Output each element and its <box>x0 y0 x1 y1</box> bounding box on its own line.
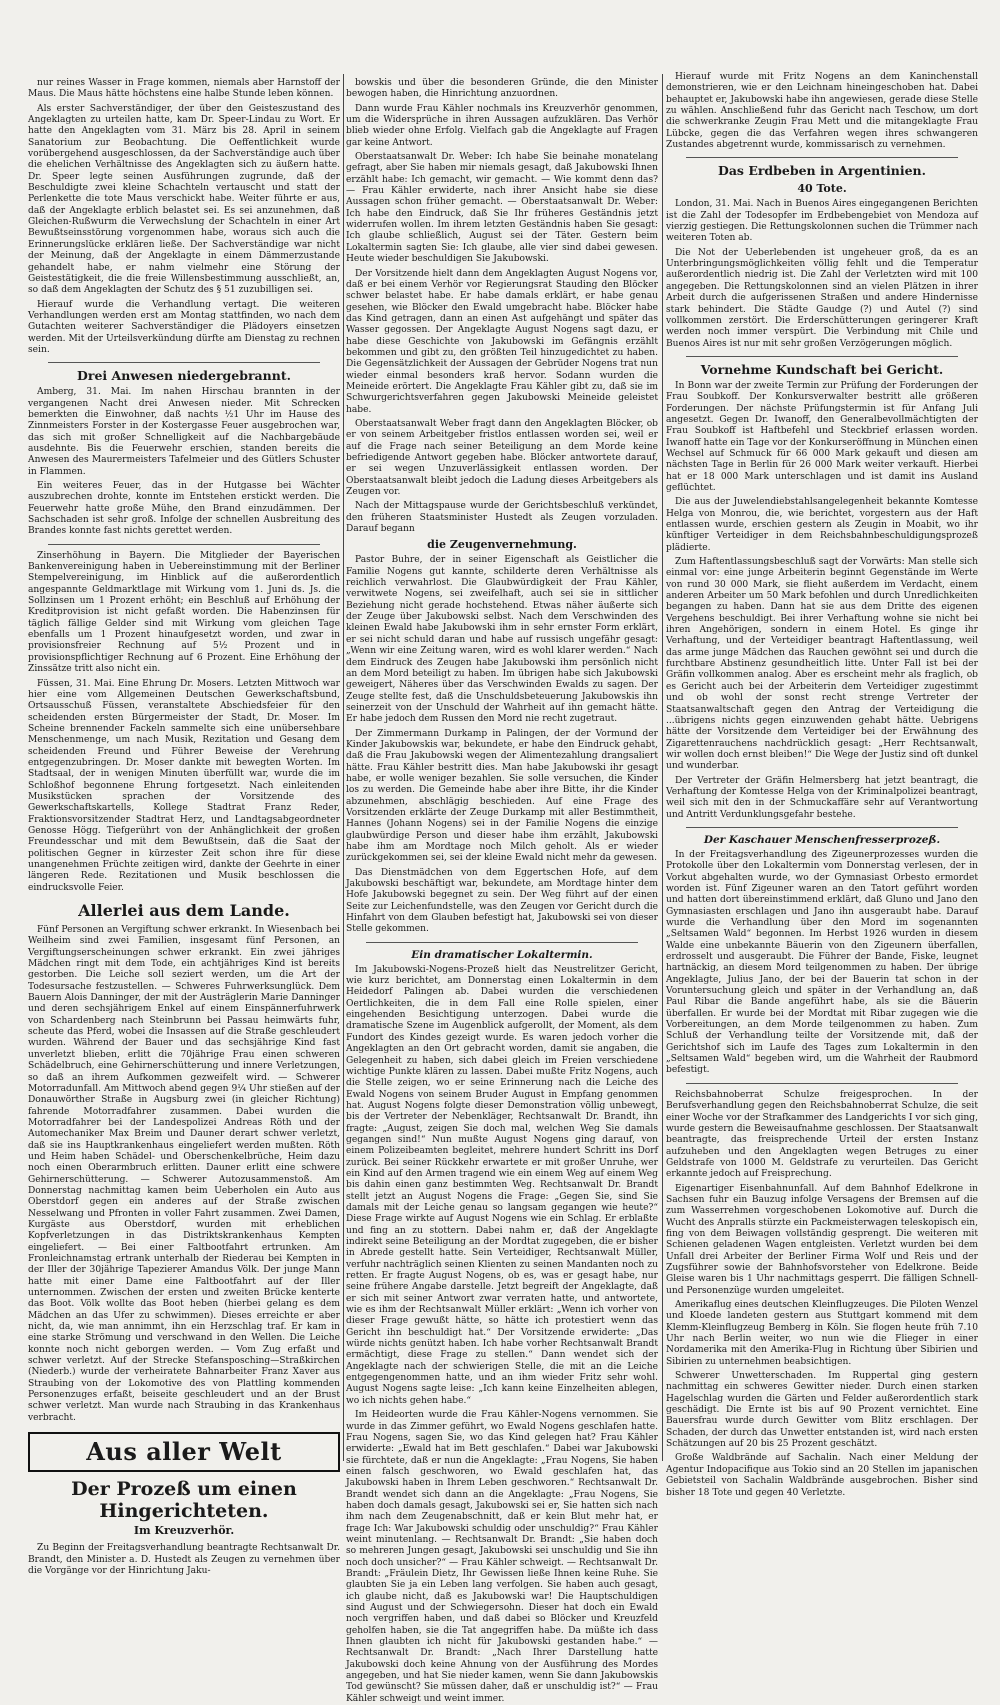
article-text: Pastor Buhre, der in seiner Eigenschaft als Geistlicher die Familie Nogens gut kannte, schilderte deren Verhältnisse als reichlich verwahrlost. Die Glaubwürdigkeit der Frau Kähler, verwitwete Nogens, sei zweifelhaft, auch sei sie in sittlicher Beziehung nicht gerade hochstehend. Etwas näher äußerte sich der Zeuge über Jakubowski selbst. Nach dem Verschwinden des kleinen Ewald habe Jakubowski ihm in sehr ernster Form erklärt, er sei nicht schuld daran und habe auf russisch ungefähr gesagt: „Wenn wir eine Zeitung waren, wird es wohl klarer werden.“ Nach dem Eindruck des Zeugen habe Jakubowski ihm persönlich nicht an dem Mord beteiligt zu haben. Im übrigen habe sich Jakubowski geweigert, Näheres über das Verschwinden Ewalds zu sagen. Der Zeuge stellte fest, daß die Unschuldsbeteuerung Jakubowskis ihn seinerzeit von der Unschuld der Wahrheit auf ihn gemacht hätte. Er habe jedoch dem Russen den Mord nie recht zugetraut. <box>346 555 658 725</box>
divider <box>686 827 958 828</box>
headline-lokaltermin: Ein dramatischer Lokaltermin. <box>411 948 593 961</box>
article-text: London, 31. Mai. Nach in Buenos Aires eingegangenen Berichten ist die Zahl der Todesopfer im Erdbebengebiet von Mendoza auf vierzig gestiegen. Die Rettungskolonnen suchen die Trümmer nach weiteren Toten ab. <box>666 199 978 244</box>
article-text: Zu Beginn der Freitagsverhandlung beantragte Rechtsanwalt Dr. Brandt, den Minister a. D. Hustedt als Zeugen zu vernehmen über die Vorgänge vor der Hinrichtung Jaku- <box>28 1543 340 1576</box>
article-text: Im Jakubowski-Nogens-Prozeß hielt das Neustrelitzer Gericht, wie kurz berichtet, am Donnerstag einen Lokaltermin in dem Heidedorf Palingen ab. Dabei wurden die verschiedenen Oertlichkeiten, die in dem Fall eine Rolle spielen, einer eingehenden Besichtigung unterzogen. Dabei wurde die dramatische Szene im Augenblick aufgerollt, der Moment, als dem Fundort des Kindes gezeigt wurde. Es waren jedoch vorher die Angeklagten an den Ort gebracht worden, damit sie angaben, die Gelegenheit zu haben, sich dabei gleich im Freien verschiedene wichtige Punkte klären zu lassen. Dabei mußte Fritz Nogens, auch die Stelle zeigen, wo er seine Erinnerung nach die Leiche des Ewald Nogens von seinem Bruder August in Empfang genommen hat. August Nogens folgte dieser Demonstration völlig unbewegt, bis der Vertreter der Nebenkläger, Rechtsanwalt Dr. Brandt, ihn fragte: „August, zeigen Sie doch mal, welchen Weg Sie damals gegangen sind!“ Nun mußte August Nogens ging darauf, von einem Polizeibeamten begleitet, mehrere hundert Schritt ins Dorf zurück. Bei seiner Rückkehr erwartete er mit großer Unruhe, wer ein Kind auf den Armen tragend wie ein einem Weg auf einem Weg bis dahin einen ganz bestimmten Weg. Rechtsanwalt Dr. Brandt stellt jetzt an August Nogens die Frage: „Gegen Sie, sind Sie damals mit der Leiche genau so langsam gegangen wie heute?“ Diese Frage wirkte auf August Nogens wie ein Schlag. Er erblaßte und fing an zu stottern. Dabei nahm er, daß der Angeklagte indirekt seine Beteiligung an der Mordtat zugegeben, die er bisher in Abrede gestellt hatte. Sein Verteidiger, Rechtsanwalt Müller, verfuhr nachträglich seinen Klienten zu seinen Mandanten noch zu retten. Er fragte August Nogens, ob es, was er gesagt habe, nur seine frühere Angabe darstelle. Jetzt begreift der Angeklagte, daß er sich mit seiner Antwort zwar verraten hatte, und antwortete, wie es ihm der Rechtsanwalt Müller erklärt: „Wenn ich vorher von dieser Frage gewußt hätte, so hätte ich protestiert wenn das Gericht ihn beschuldigt hat.“ Der Vorsitzende erwiderte: „Das würde nichts genützt haben. Ich habe vorher Rechtsanwalt Brandt ermächtigt, diese Frage zu stellen.“ Dann wendet sich der Angeklagte nach der schwierigen Stelle, die mit an die Leiche entgegengenommen hatte, und an ihm wieder Fritz sehr wohl. August Nogens sagte leise: „Ich kann keine Einzelheiten ablegen, wo ich nichts gehen habe.“ <box>346 964 658 1406</box>
divider <box>686 157 958 158</box>
article-text: Oberstaatsanwalt Weber fragt dann den Angeklagten Blöcker, ob er von seinem Arbeitgeber fristlos entlassen worden sei, weil er auf die Frage nach seiner Beteiligung an dem Morde keine befriedigende Antwort gegeben habe. Blöcker antwortete darauf, er sei wegen Unzuverlässigkeit entlassen worden. Der Oberstaatsanwalt bleibt jedoch die Ladung dieses Arbeitgebers als Zeugen vor. <box>346 418 658 498</box>
article-text: Zum Haftentlassungsbeschluß sagt der Vorwärts: Man stelle sich einmal vor: eine junge Arbeiterin beginnt Gegenstände im Werte von rund 30 000 Mark, sie flieht außerdem im Verdacht, einem anderen Arbeiter um 50 Mark befohlen und durch Unredlichkeiten begangen zu haben. Dann hat sie aus dem Dritte des eigenen Vergehens beschuldigt. Bei ihrer Verhaftung wohne sie nicht bei ihren Angehörigen, sondern in einem Hotel. Es ginge ihr Verhaftung, und der Verteidiger beantragt Haftentlassung, weil das arme junge Mädchen das Rauchen gewöhnt sei und durch die furchtbare Abstinenz gesundheitlich litte. Unter Fall ist bei der Gräfin vollkommen analog. Aber es erscheint mehr als fraglich, ob es Gericht auch bei der Arbeiterin dem Verteidiger zugestimmt und ob wohl der sonst recht strenge Vertreter der Staatsanwaltschaft gegen den Antrag der Verteidigung die ...übrigens nichts gegen einzuwenden gehabt hätte. Uebrigens hätte der Vorsitzende dem Verteidiger bei der Erwähnung des Zigarettenrauchens nachdrücklich gesagt: „Herr Rechtsanwalt, wir wollen doch ernst bleiben!“ Die Wege der Justiz sind oft dunkel und wunderbar. <box>666 557 978 772</box>
article-text: Eigenartiger Eisenbahnunfall. Auf dem Bahnhof Edelkrone in Sachsen fuhr ein Bauzug infolge Versagens der Bremsen auf die zum Wasserrehmen vorgeschobenen Lokomotive auf. Durch die Wucht des Anpralls stürzte ein Packmeisterwagen teleskopisch ein, fing von dem Beiwagen vollständig gesprengt. Die weiteren mit Schienen geladenen Wagen entgleisten. Verletzt wurden bei dem Unfall drei Arbeiter der Berliner Firma Wolf und Reis und der Zugsführer sowie der Bahnhofsvorsteher von Edelkrone. Beide Gleise waren bis 1 Uhr nachmittags gesperrt. Die fälligen Schnell- und Personenzüge wurden umgeleitet. <box>666 1183 978 1296</box>
article-text: Der Vorsitzende hielt dann dem Angeklagten August Nogens vor, daß er bei einem Verhör vor Regierungsrat Stauding den Blöcker schwer belastet habe. Er habe damals erklärt, er habe genau gesehen, wie Blöcker den Ewald umgebracht habe. Blöcker habe das Kind getragen, dann an einen Ast aufgehängt und später das Wasser gegossen. Der Angeklagte August Nogens sagt dazu, er habe diese Geschichte von Jakubowski im Gefängnis erzählt bekommen und gibt zu, den größten Teil hinzugedichtet zu haben. Die Gegensätzlichkeit der Aussagen der Gebrüder Nogens trat nun wieder einmal besonders kraß hervor. Sodann wurden die Meineide erörtert. Die Angeklagte Frau Kähler gibt zu, daß sie im Schwurgerichtsverfahren gegen Jakubowski Meineide geleistet habe. <box>346 268 658 415</box>
column-left <box>28 78 340 1576</box>
article-text: Der Zimmermann Durkamp in Palingen, der der Vormund der Kinder Jakubowskis war, bekundete, er habe den Eindruck gehabt, daß die Frau Jakubowski wegen der Alimentezahlung drangsaliert hätte. Frau Kähler bestritt dies. Man habe Jakubowski ihr gesagt habe, er wolle weniger bezahlen. Sie solle versuchen, die Kinder los zu werden. Die Gemeinde habe aber ihre Bitte, ihr die Kinder abzunehmen, abschlägig beschieden. Auf eine Frage des Vorsitzenden erklärte der Zeuge Durkamp mit aller Bestimmtheit, Hannes (Johann Nogens) sei in der Familie Nogens die einzige glaubwürdige Person und dieser habe ihm erzählt, Jakubowski habe ihm am Mordtage noch Milch geholt. Als er wieder zurückgekommen sei, sei der kleine Ewald nicht mehr da gewesen. <box>346 728 658 864</box>
article-text: Reichsbahnoberrat Schulze freigesprochen. In der Berufsverhandlung gegen den Reichsbahnoberrat Schulze, die seit einer Woche vor der Strafkammer des Landgerichts I vor sich ging, wurde gestern die Beweisaufnahme geschlossen. Der Staatsanwalt beantragte, das freisprechende Urteil der ersten Instanz aufzuheben und den Angeklagten wegen Betruges zu einer Geldstrafe von 1000 M. Geldstrafe zu verurteilen. Das Gericht erkannte jedoch auf Freisprechung. <box>666 1089 978 1180</box>
article-text: Das Dienstmädchen von dem Eggertschen Hofe, auf dem Jakubowski beschäftigt war, bekundete, am Mordtage hinter dem Hofe Jakubowski begegnet zu sein. Der Weg führt auf der einen Seite zur Leichenfundstelle, was den Zeugen vor Gericht durch die Hinfahrt von dem Glauben befestigt hat, Jakubowski sei von dieser Stelle gekommen. <box>346 867 658 935</box>
article-text: In der Freitagsverhandlung des Zigeunerprozesses wurden die Protokolle über den Lokaltermin vom Donnerstag verlesen, der in Vorkut abgehalten wurde, wo der Gymnasiast Orbesto ermordet worden ist. Fünf Zigeuner waren an den Tatort geführt worden und hatten dort übereinstimmend erklärt, daß Gluno und Jano den Gymnasiasten erschlagen und Jano ihn ausgeraubt habe. Darauf wurde die Verhandlung über den Mord im sogenannten „Seltsamen Wald“ begonnen. Im Herbst 1926 wurden in diesem Walde eine unbekannte Bäuerin von den Zigeunern überfallen, erdrosselt und ausgeraubt. Die Führer der Bande, Fiske, leugnet hartnäckig, an diesem Mord teilgenommen zu haben. Der übrige Angeklagte, Julius Jano, der bei der Bauerin tat schon in der Voruntersuchung gleich und später in der Verhandlung an, daß Paul Ribar die Bande angeführt habe, als sie die Bäuerin überfallen. Er wurde bei der Mordtat mit Ribar zugegen wie die Vorbereitungen, an dem Morde teilgenommen zu haben. Zum Schluß der Verhandlung teilte der Vorsitzende mit, daß der Gerichtshof sich im Laufe des Tages zum Lokaltermin in den „Seltsamen Wald“ begeben wird, um die Wahrheit der Raubmord befestigt. <box>666 849 978 1076</box>
column-rule <box>343 74 344 1461</box>
article-text: Füssen, 31. Mai. Eine Ehrung Dr. Mosers. Letzten Mittwoch war hier eine vom Allgemeinen Deutschen Gewerkschaftsbund, Ortsausschuß Füssen, veranstaltete Abschiedsfeier für den scheidenden ersten Bürgermeister der Stadt, Dr. Moser. Im Scheine brennender Fackeln sammelte sich eine unübersehbare Menschenmenge, um nach Musik, Rezitation und Gesang dem scheidenden Freund und Führer Beweise der Verehrung entgegenzubringen. Dr. Moser dankte mit bewegten Worten. Im Stadtsaal, der in wenigen Minuten überfüllt war, wurde die im Schloßhof begonnene Ehrung fortgesetzt. Nach einleitenden Musikstücken sprachen der Vorsitzende des Gewerkschaftskartells, Kollege Stadtrat Franz Reder, Fraktionsvorsitzender Stadtrat Herz, und Landtagsabgeordneter Genosse Högg. Tiefgerührt von der Anhänglichkeit der großen Freundesschar und mit dem Bewußtsein, daß die Saat der politischen Gegner in kürzester Zeit schon ihre für diese unangenehmen Früchte zeitigen wird, dankte der Geehrte in einer längeren Rede. Rezitationen und Musik beschlossen die eindrucksvolle Feier. <box>28 678 340 893</box>
article-text: nur reines Wasser in Frage kommen, niemals aber Harnstoff der Maus. Die Maus hätte höchstens eine halbe Stunde leben können. <box>28 78 340 100</box>
headline-prozess: Der Prozeß um einen Hingerichteten. <box>71 1478 297 1523</box>
article-text: Im Heideorten wurde die Frau Kähler-Nogens vernommen. Sie wurde in das Zimmer geführt, wo Ewald Nogens geschlafen hatte. Frau Nogens, sagen Sie, wo das Kind gelegen hat? Frau Kähler erwiderte: „Ewald hat im Bett geschlafen.“ Dabei war Jakubowski sie fürchtete, daß er nun die Angeklagte: „Frau Nogens, Sie haben einen falsch geschworen, wo Ewald geschlafen hat, das Jakubowski haben in Ihrem Leben geschworen.“ Rechtsanwalt Dr. Brandt wendet sich dann an die Angeklagte: „Frau Nogens, Sie haben doch damals gesagt, Jakubowski sei er, Sie hatten sich nach ihm nach dem Zeugenabschnitt, daß er kein Blut mehr hat, er frage Ich: War Jakubowski schuldig oder unschuldig?“ Frau Kähler weint minutenlang. — Rechtsanwalt Dr. Brandt: „Sie haben doch so mehreren Jungen gesagt, Jakubowski sei unschuldig und Sie ihn noch doch unsicher?“ — Frau Kähler schweigt. — Rechtsanwalt Dr. Brandt: „Fräulein Dietz, Ihr Gewissen ließe Ihnen keine Ruhe. Sie glaubten Sie ja ein Leben lang verfolgen. Sie haben auch gesagt, ich glaube nicht, daß es Jakubowski war! Die Hauptschuldigen sind August und der Schwiegersohn. Dieser hat doch ein Ewald noch vergriffen haben, und daß dabei so Blöcker und Kreuzfeld geholfen haben, sie die Tat angegriffen habe. Da müßte ich dass Ihnen glaubten ich nicht für Jakubowski gestanden habe.“ — Rechtsanwalt Dr. Brandt: „Nach Ihrer Darstellung hatte Jakubowski doch keine Ahnung von der Ausführung des Mordes angegeben, und hat Sie nieder kamen, wenn Sie dann Jakubowskis Tod gewünscht? Sie müssen daher, daß er unschuldig ist?“ — Frau Kähler schweigt und weint immer. <box>346 1410 658 1704</box>
article-text: Zinserhöhung in Bayern. Die Mitglieder der Bayerischen Bankenvereinigung haben in Uebereinstimmung mit der Berliner Stempelvereinigung, im Hinblick auf die außerordentlich angespannte Geldmarktlage mit Wirkung vom 1. Juni ds. Js. die Sollzinsen um 1 Prozent erhöht; ein Beschluß auf Erhöhung der Kreditprovision ist nicht gefaßt worden. Die Habenzinsen für täglich fällige Gelder sind mit Wirkung vom gleichen Tage ebenfalls um 1 Prozent hinaufgesetzt worden, und zwar in provisionsfreier Rechnung auf 5½ Prozent und in provisionspflichtiger Rechnung auf 6 Prozent. Eine Erhöhung der Zinssätze tritt also nicht ein. <box>28 550 340 675</box>
article-text: Die aus der Juwelendiebstahlsangelegenheit bekannte Komtesse Helga von Monrou, die, wie berichtet, vorgestern aus der Haft entlassen wurde, erschien gestern als Zeugin in Moabit, wo ihr künftiger Verteidiger in dem Reichsbahnbeschuldigungsprozeß plädierte. <box>666 497 978 553</box>
divider <box>366 942 638 943</box>
article-text: Als erster Sachverständiger, der über den Geisteszustand des Angeklagten zu urteilen hatte, kam Dr. Speer-Lindau zu Wort. Er hatte den Angeklagten vom 31. März bis 28. April in seinem Sanatorium zur Beobachtung. Die Oeffentlichkeit wurde vorübergehend ausgeschlossen, da der Sachverständige auch über die ehelichen Verhältnisse des Angeklagten sich zu äußern hatte. Dr. Speer legte seinen Ausführungen zugrunde, daß der Beschuldigte zwei kleine Schachteln vertauscht und statt der Perlenkette die tote Maus verschickt habe. Weiter führte er aus, daß der Angeklagte erblich belastet sei. Es sei anzunehmen, daß Gleichen-Rußwurm die Verwechslung der Schachteln in einer Art Bewußtseinsstörung vorgenommen habe, woraus sich auch die Erinnerungslücke erklären ließe. Der Sachverständige war nicht der Meinung, daß der Angeklagte in einem Dämmerzustande gehandelt habe, er nahm vielmehr eine Störung der Geistestätigkeit, die die freie Willensbestimmung ausschließt, an, so daß dem Angeklagten der Schutz des § 51 zuzubilligen sei. <box>28 103 340 296</box>
headline-kaschauer: Der Kaschauer Menschenfresserprozeß. <box>703 833 941 846</box>
subheadline: Im Kreuzverhör. <box>133 1524 235 1538</box>
article-text: Hierauf wurde die Verhandlung vertagt. Die weiteren Verhandlungen werden erst am Montag stattfinden, wo nach dem Gutachten weiterer Sachverständiger die Plädoyers einsetzen werden. Mit der Urteilsverkündung dürfte am Dienstag zu rechnen sein. <box>28 299 340 355</box>
article-text: Oberstaatsanwalt Dr. Weber: Ich habe Sie beinahe monatelang gefragt, aber Sie haben mir niemals gesagt, daß Jakubowski Ihnen erzählt habe: Ich gemacht, wir gemacht. — Wie kommt denn das? — Frau Kähler erwiderte, nach ihrer Ansicht habe sie diese Aussagen schon früher gemacht. — Oberstaatsanwalt Dr. Weber: Ich habe den Eindruck, daß Sie Ihr früheres Geständnis jetzt widerrufen wollen. Im ihrem letzten Geständnis haben Sie gesagt: Ich glaube schließlich, August sei der Täter. Gestern beim Lokaltermin sagten Sie: Ich glaube, alle vier sind dabei gewesen. Heute wieder beschuldigen Sie Jakubowski. <box>346 152 658 265</box>
divider <box>686 356 958 357</box>
headline-fire: Drei Anwesen niedergebrannt. <box>77 368 291 384</box>
divider <box>48 544 320 545</box>
article-text: Der Vertreter der Gräfin Helmersberg hat jetzt beantragt, die Verhaftung der Komtesse Helga von der Kriminalpolizei beantragt, weil sich mit den in der Schmuckaffäre sehr auf Verantwortung und Antritt Verdunklungsgefahr bestehe. <box>666 775 978 820</box>
section-header-box: Aus aller Welt <box>28 1432 340 1472</box>
article-text: Amberg, 31. Mai. Im nahen Hirschau brannten in der vergangenen Nacht drei Anwesen nieder. Mit Schrecken bemerkten die Einwohner, daß nachts ½1 Uhr im Hause des Zinnmeisters Forster in der Kostergasse Feuer ausgebrochen war, das sich mit großer Schnelligkeit auf die Nachbargebäude ausdehnte. Bis die Feuerwehr erschien, standen bereits die Anwesen des Maurermeisters Tafelmeier und des Gütlers Schuster in Flammen. <box>28 387 340 477</box>
headline-erdbeben: Das Erdbeben in Argentinien. <box>717 163 926 179</box>
column-rule <box>662 74 663 1461</box>
article-text: Fünf Personen an Vergiftung schwer erkrankt. In Wiesenbach bei Weilheim sind zwei Familien, insgesamt fünf Personen, an Vergiftungserscheinungen schwer erkrankt. Ein zwei jähriges Mädchen ringt mit dem Tode, ein achtjähriges Kind ist bereits gestorben. Die Leiche soll seziert werden, um die Art der Todesursache festzustellen. — Schweres Fuhrwerksunglück. Dem Bauern Alois Danninger, der mit der Austräglerin Marie Danninger und deren sechsjährigem Enkel auf einem Einspännerfuhrwerk von Schardenberg nach Steinbrunn bei Passau heimwärts fuhr, scheute das Pferd, wobei die Insassen auf die Straße geschleudert wurden. Während der Bauer und das sechsjährige Kind fast unverletzt blieben, erlitt die 70jährige Frau einen schweren Schädelbruch, eine Gehirnerschütterung und innere Verletzungen, so daß an ihrem Aufkommen gezweifelt wird. — Schwerer Motorradunfall. Am Mittwoch abend gegen 9¼ Uhr stießen auf der Donauwörther Straße in Augsburg zwei (in gleicher Richtung) fahrende Motorradfahrer zusammen. Dabei wurden die Motorradfahrer bei der Landespolizei Andreas Röth und der Automechaniker Max Breim und Dauner derart schwer verletzt, daß sie ins Hauptkrankenhaus eingeliefert werden mußten. Röth und Heim haben Schädel- und Oberschenkelbrüche, Heim dazu noch einen Oberarmbruch erlitten. Dauner erlitt eine schwere Gehirnerschütterung. — Schwerer Autozusammenstoß. Am Donnerstag nachmittag kamen beim Ueberholen ein Auto aus Oberstdorf gegen ein anderes auf der Straße zwischen Nesselwang und Pfronten in voller Fahrt zusammen. Zwei Damen, Kurgäste aus Oberstdorf, wurden mit erheblichen Kopfverletzungen in das Distriktskrankenhaus Kempten eingeliefert. — Bei einer Faltbootfahrt ertrunken. Am Fronleichnamstag ertrank unterhalb der Riederau bei Kempten in der Iller der 30jährige Tapezierer Amandus Völk. Der junge Mann hatte mit einer Dame eine Faltbootfahrt auf der Iller unternommen. Zwischen der ersten und zweiten Brücke kenterte das Boot. Völk wollte das Boot heben (hierbei gelang es dem Mädchen an das Ufer zu schwimmen). Dieses erreichte er aber nicht, da, wie man annimmt, ihn ein Herzschlag traf. Er kam in eine starke Strömung und verschwand in den Wellen. Die Leiche konnte noch nicht geborgen werden. — Vom Zug erfaßt und schwer verletzt. Auf der Strecke Stefansposching—Straßkirchen (Niederb.) wurde der verheiratete Bahnarbeiter Franz Xaver aus Straubing von der Lokomotive des von Plattling kommenden Personenzuges erfaßt, beiseite geschleudert und an der Brust schwer verletzt. Man wurde nach Straubing in das Krankenhaus verbracht. <box>28 925 340 1423</box>
article-text: Die Not der Ueberlebenden ist ungeheuer groß, da es an Unterbringungsmöglichkeiten völlig fehlt und die Temperatur außerordentlich niedrig ist. Die Zahl der Verletzten wird mit 100 angegeben. Die Rettungskolonnen sind an vielen Plätzen in ihrer Arbeit durch die aufgerissenen Straßen und andere Hindernisse stark behindert. Die Städte Gaudge (?) und Autel (?) sind vollkommen zerstört. Die Erderschütterungen geringerer Kraft werden noch immer verspürt. Die Verbindung mit Chile und Buenos Aires ist nur mit sehr großen Verzögerungen möglich. <box>666 247 978 349</box>
article-text: Amerikaflug eines deutschen Kleinflugzeuges. Die Piloten Wenzel und Kloede landeten gestern aus Stuttgart kommend mit dem Klemm-Kleinflugzeug Bemberg in Köln. Sie flogen heute früh 7.10 Uhr nach Berlin weiter, wo nun wie die Flieger in einer Nordamerika mit den Amerika-Flug in Richtung über Sibirien und Sibirien zu unternehmen beabsichtigen. <box>666 1300 978 1367</box>
article-text: Nach der Mittagspause wurde der Gerichtsbeschluß verkündet, den früheren Staatsminister Hustedt als Zeugen vorzuladen. Darauf begann <box>346 501 658 535</box>
subheadline: 40 Tote. <box>797 182 847 196</box>
headline-kundschaft: Vornehme Kundschaft bei Gericht. <box>700 361 944 377</box>
article-text: bowskis und über die besonderen Gründe, die den Minister bewogen haben, die Hinrichtung anzuordnen. <box>346 78 658 100</box>
center-heading: die Zeugenvernehmung. <box>427 538 577 552</box>
divider <box>48 362 320 363</box>
column-right <box>666 72 978 1498</box>
divider <box>686 1083 958 1084</box>
column-middle <box>346 78 658 1704</box>
article-text: Große Waldbrände auf Sachalin. Nach einer Meldung der Agentur Indopacifique aus Tokio sind an 20 Stellen im japanischen Gebietsteil von Sachalin Waldbrände ausgebrochen. Bisher sind bisher 18 Tote und gegen 40 Verletzte. <box>666 1453 978 1498</box>
article-text: In Bonn war der zweite Termin zur Prüfung der Forderungen der Frau Soubkoff. Der Konkursverwalter bestritt alle größeren Forderungen. Der nächste Prüfungstermin ist für Anfang Juli angesetzt. Gegen Dr. Iwanoff, den Generalbevollmächtigten der Frau Soubkoff ist Haftbefehl und Steckbrief erlassen worden. Iwanoff hatte ein Tage vor der Konkurseröffnung in München einen Wechsel auf Schmuck für 66 000 Mark gekauft und diesen am nächsten Tage in Berlin für 26 000 Mark weiter verkauft. Hierbei hat er 18 000 Mark unterschlagen und ist damit ins Ausland geflüchtet. <box>666 380 978 493</box>
article-text: Schwerer Unwetterschaden. Im Ruppertal ging gestern nachmittag ein schweres Gewitter nieder. Durch einen starken Hagelschlag wurden die Gärten und Felder außerordentlich stark geschädigt. Die Ernte ist bis auf 90 Prozent vernichtet. Eine Bauersfrau wurde durch Gewitter vom Blitz erschlagen. Der Schaden, der durch das Unwetter entstanden ist, wird nach ersten Schätzungen auf 20 bis 25 Prozent geschätzt. <box>666 1371 978 1450</box>
article-text: Ein weiteres Feuer, das in der Hutgasse bei Wächter auszubrechen drohte, konnte im Entstehen erstickt werden. Die Feuerwehr hatte große Mühe, den Brand einzudämmen. Der Sachschaden ist sehr groß. Infolge der schnellen Ausbreitung des Brandes konnte fast nichts gerettet werden. <box>28 481 340 537</box>
article-text: Hierauf wurde mit Fritz Nogens an dem Kaninchenstall demonstrieren, wie er den Leichnam hineingeschoben hat. Dabei behauptet er, Jakubowski habe ihn angewiesen, gerade diese Stelle zu wählen. Anschließend fuhr das Gericht nach Teschow, um dort die schwerkranke Zeugin Frau Mett und die mitangeklagte Frau Lübcke, gegen die das Verfahren wegen ihres schwangeren Zustandes abgetrennt wurde, kommissarisch zu vernehmen. <box>666 72 978 151</box>
headline-allerlei: Allerlei aus dem Lande. <box>78 901 290 921</box>
article-text: Dann wurde Frau Kähler nochmals ins Kreuzverhör genommen, um die Widersprüche in ihren Aussagen aufzuklären. Das Verhör blieb wieder ohne Erfolg. Vielfach gab die Angeklagte auf Fragen gar keine Antwort. <box>346 103 658 148</box>
